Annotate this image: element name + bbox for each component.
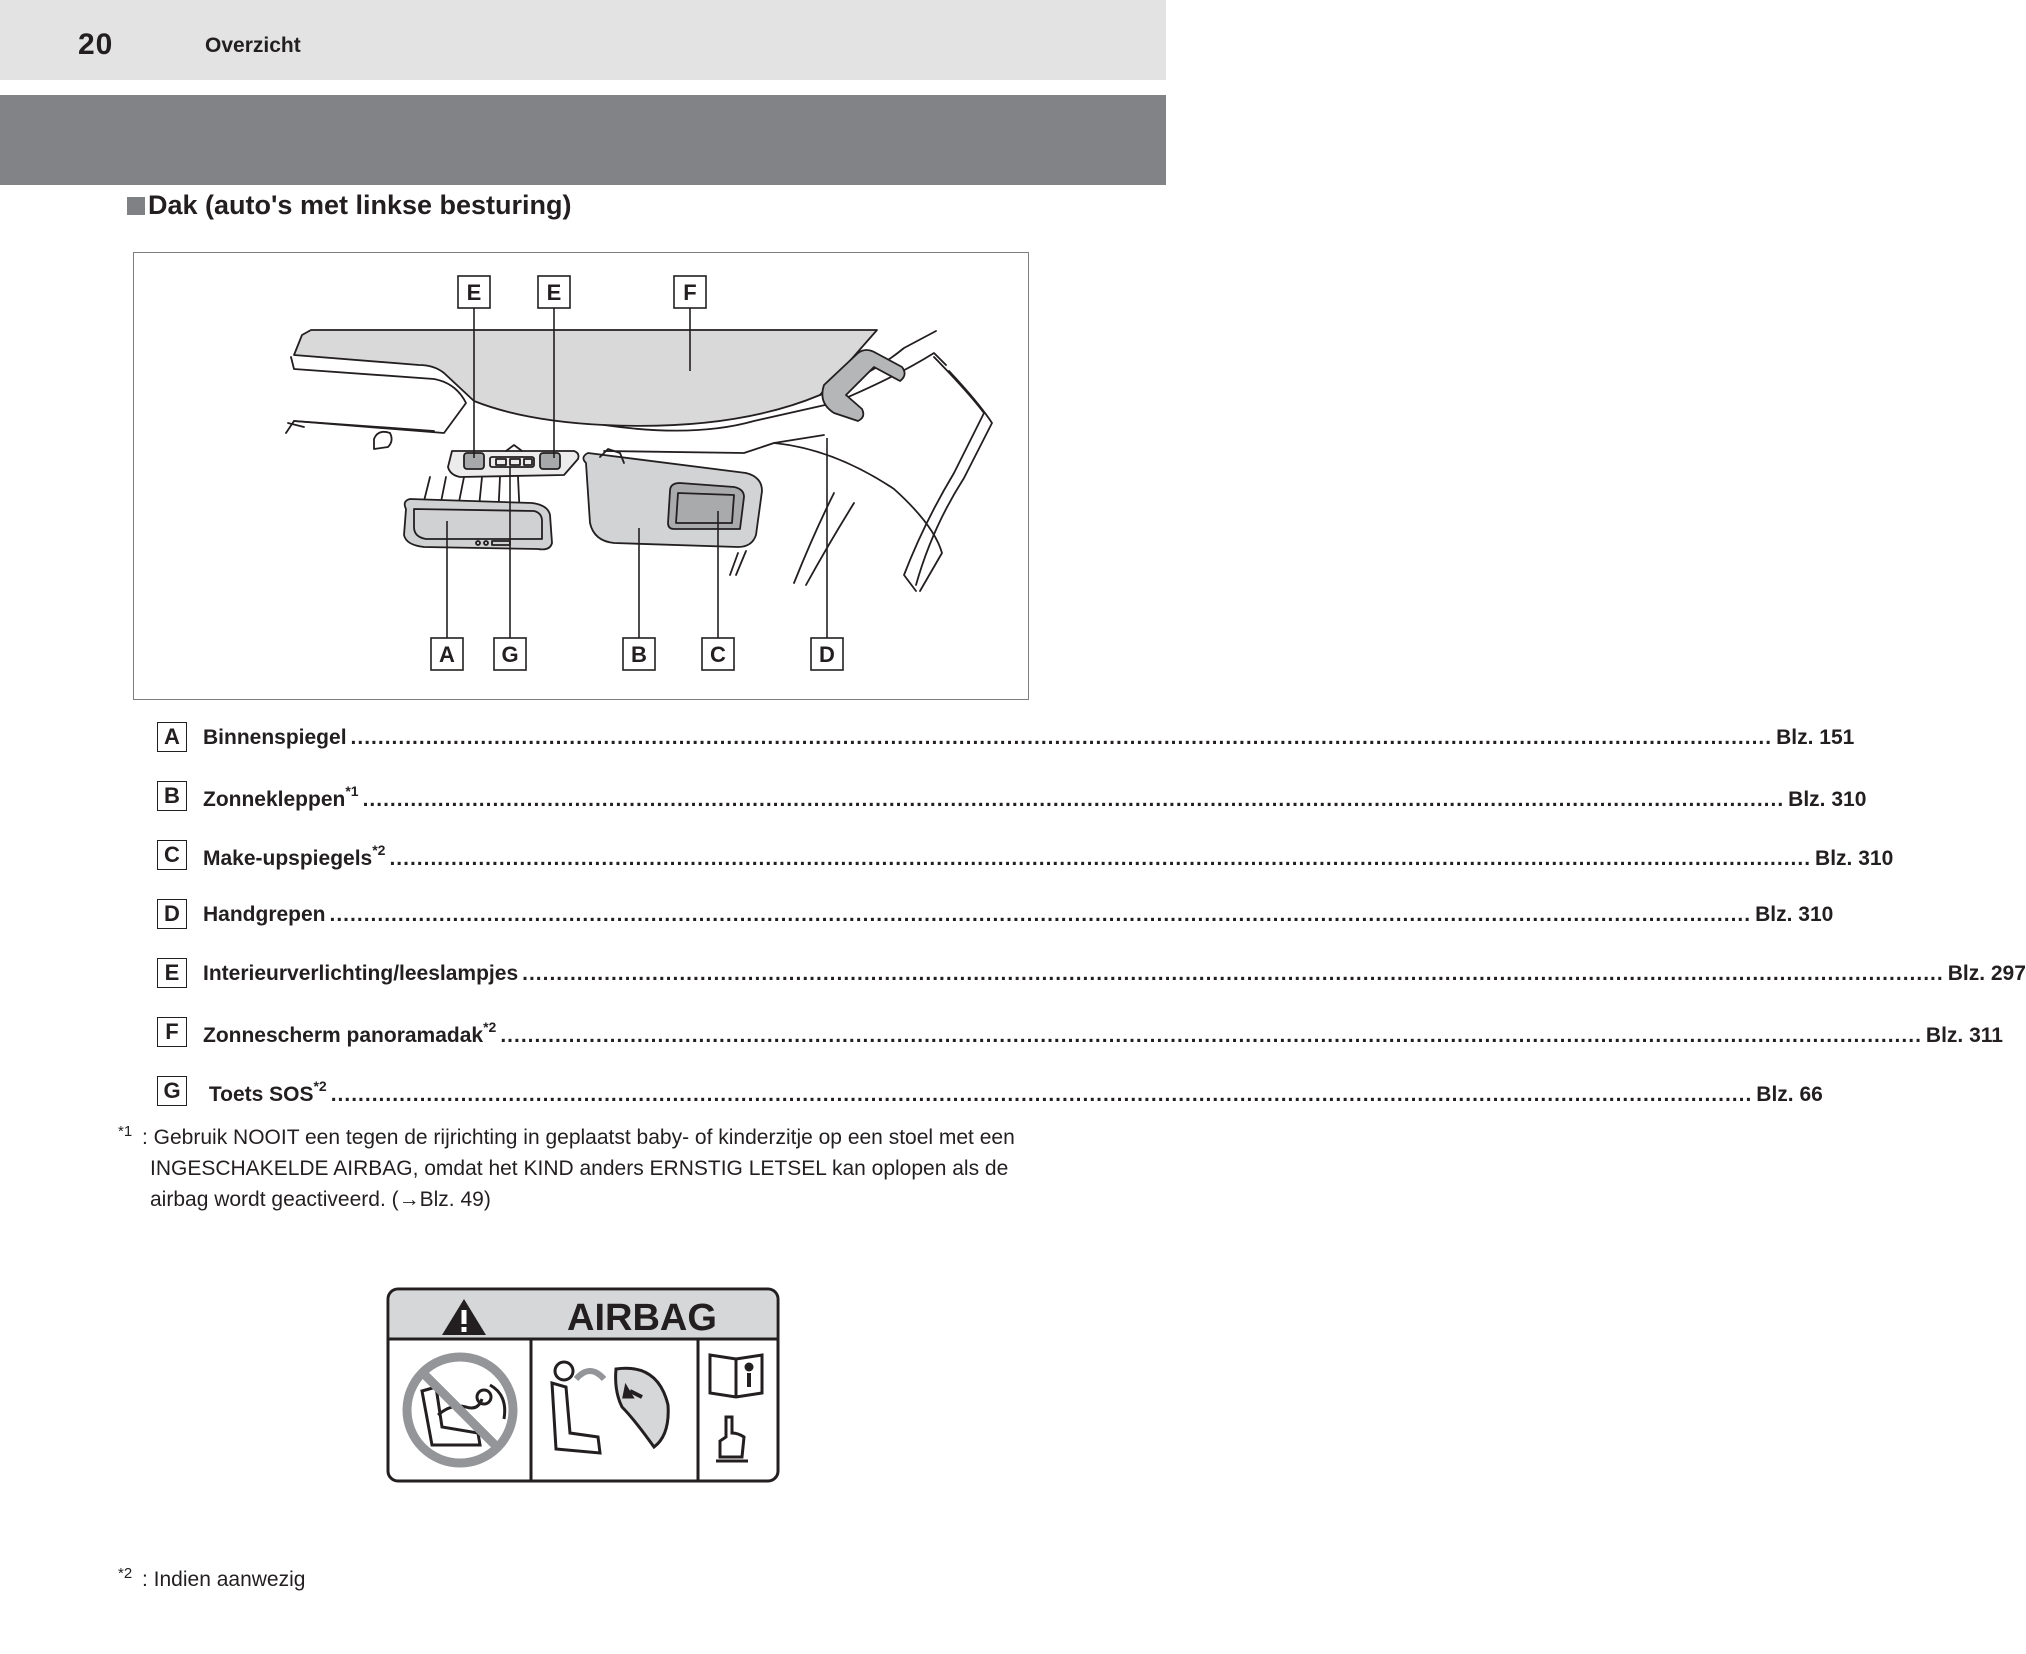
legend-label: Binnenspiegel — [203, 726, 347, 749]
leader-dots — [500, 1024, 1922, 1048]
legend-key: G — [157, 1076, 187, 1106]
footnote-2 — [118, 1564, 1030, 1595]
page-reference[interactable]: Blz. 297 — [1947, 962, 2026, 985]
legend-label — [203, 1080, 327, 1107]
footnote-ref: *1 — [345, 783, 359, 799]
roof-illustration — [133, 252, 1029, 700]
footnote-ref: *2 — [313, 1078, 327, 1094]
legend-line — [203, 1076, 1823, 1107]
footnote-text: : Gebruik NOOIT een tegen de rijrichting in geplaatst baby- of kinderzitje op een stoel met een INGESCHAKELDE AIRBAG, omdat het KIND anders ERNSTIG LETSEL kan oplopen als de airbag wordt geactiveerd. (→Blz. 49) — [142, 1126, 1015, 1211]
footnote-mark: *1 — [118, 1123, 133, 1140]
callout-e-right-label: E — [546, 280, 562, 305]
legend-key: F — [157, 1017, 187, 1047]
leader-dots — [331, 1083, 1753, 1107]
legend-item-c — [157, 840, 1894, 899]
page-reference[interactable]: Blz. 66 — [1756, 1083, 1823, 1106]
subsection-heading — [127, 190, 572, 221]
heading-marker — [127, 197, 145, 215]
legend-label — [203, 1021, 496, 1048]
section-band — [0, 95, 1166, 185]
section-title: Overzicht — [205, 34, 301, 57]
page-reference[interactable]: Blz. 311 — [1925, 1024, 2003, 1047]
airbag-label-graphic — [386, 1287, 780, 1483]
leader-dots — [522, 962, 1944, 986]
legend-line — [203, 899, 1833, 927]
legend-line — [203, 958, 2026, 986]
legend-line — [203, 781, 1866, 812]
header-band — [0, 0, 1166, 80]
legend-label-text: Zonnekleppen — [203, 788, 346, 811]
leader-dots — [363, 788, 1785, 812]
legend-label-text: Make-upspiegels — [203, 847, 373, 870]
footnote-mark: *2 — [118, 1565, 133, 1582]
legend-label-text: Zonnescherm panoramadak — [203, 1024, 484, 1047]
callout-d — [811, 638, 843, 670]
legend-key: E — [157, 958, 187, 988]
legend-label — [203, 785, 359, 812]
legend-line — [203, 1017, 2003, 1048]
leader-dots — [330, 903, 1752, 927]
callout-a-label: A — [439, 642, 455, 667]
no-rear-facing-child-seat-icon — [407, 1357, 513, 1463]
callout-g — [494, 638, 526, 670]
callout-b — [623, 638, 655, 670]
legend-key: C — [157, 840, 187, 870]
leader-dots — [389, 847, 1811, 871]
callout-f — [674, 276, 706, 308]
footnote-ref: *2 — [483, 1019, 497, 1035]
airbag-label-title: AIRBAG — [567, 1297, 717, 1339]
callout-d-label: D — [819, 642, 835, 667]
callout-e-left-label: E — [466, 280, 482, 305]
airbag-warning-label — [386, 1287, 780, 1488]
page-reference[interactable]: Blz. 310 — [1788, 788, 1867, 811]
footnote-ref: *2 — [372, 842, 386, 858]
page-reference[interactable]: Blz. 310 — [1755, 903, 1834, 926]
callout-b-label: B — [631, 642, 647, 667]
callout-f-label: F — [683, 280, 697, 305]
legend-label: Handgrepen — [203, 903, 326, 926]
page-number: 20 — [78, 28, 114, 61]
legend-item-a — [157, 722, 1855, 781]
legend-label: Interieurverlichting/leeslampjes — [203, 962, 519, 985]
legend-item-e — [157, 958, 2026, 1017]
callout-g-label: G — [501, 642, 519, 667]
roof-drawing — [134, 253, 1030, 701]
callout-a — [431, 638, 463, 670]
footnote-text: : Indien aanwezig — [142, 1568, 306, 1591]
page-reference[interactable]: Blz. 151 — [1776, 726, 1855, 749]
page-reference[interactable]: Blz. 310 — [1815, 847, 1894, 870]
callout-c — [702, 638, 734, 670]
legend-list — [157, 722, 2026, 1135]
callout-e-right — [538, 276, 570, 308]
legend-item-f — [157, 1017, 2003, 1076]
footnote-1 — [118, 1122, 1030, 1215]
legend-key: D — [157, 899, 187, 929]
legend-label — [203, 844, 385, 871]
legend-key: B — [157, 781, 187, 811]
callout-e-left — [458, 276, 490, 308]
leader-dots — [351, 726, 1773, 750]
subsection-heading-text: Dak (auto's met linkse besturing) — [148, 190, 572, 220]
legend-line — [203, 840, 1893, 871]
legend-item-b — [157, 781, 1867, 840]
legend-item-d — [157, 899, 1834, 958]
legend-line — [203, 722, 1854, 750]
legend-key: A — [157, 722, 187, 752]
legend-label-text: Toets SOS — [208, 1083, 314, 1106]
callout-c-label: C — [710, 642, 726, 667]
